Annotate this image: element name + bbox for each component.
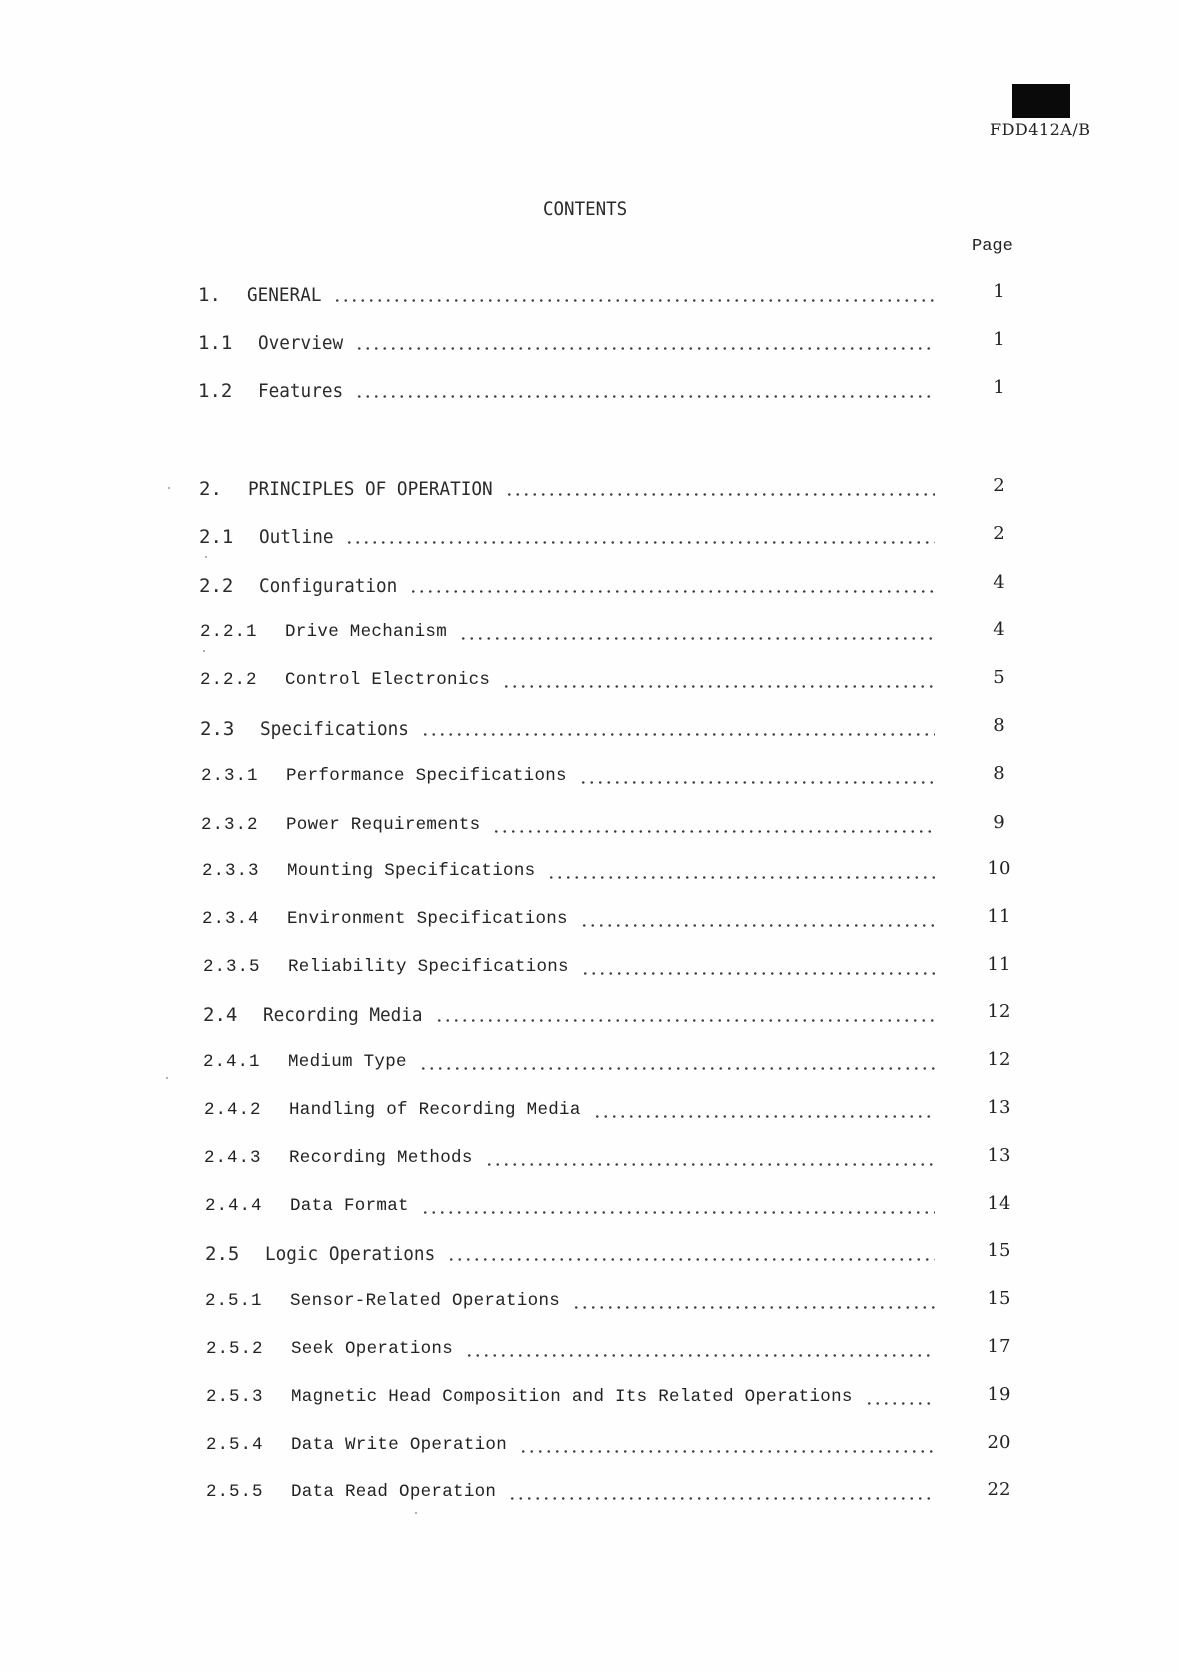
toc-entry [0,329,1179,362]
toc-entry [0,1288,1179,1321]
toc-entry-title: Specifications [260,718,409,740]
toc-entry [0,572,1179,605]
toc-entry-page: 5 [993,667,1005,688]
toc-entry [0,906,1179,939]
toc-entry [0,281,1179,314]
toc-entry-title: Outline [259,526,334,548]
toc-entry-page: 1 [993,377,1005,398]
toc-entry-page: 15 [987,1240,1011,1261]
page-column-label: Page [972,237,1013,256]
toc-entry-title: Environment Specifications [287,909,568,929]
toc-entry-title: Power Requirements [286,815,481,835]
scan-speck [415,1512,417,1514]
toc-entry-page: 17 [987,1336,1011,1357]
toc-dot-leader [572,1306,935,1309]
toc-entry [0,1479,1179,1512]
toc-entry [0,1097,1179,1130]
toc-entry [0,1240,1179,1273]
toc-entry-page: 12 [987,1001,1011,1022]
toc-entry-number: 2.4.1 [203,1052,261,1072]
toc-entry-title: Drive Mechanism [285,622,448,642]
toc-entry-page: 15 [987,1288,1011,1309]
toc-entry-number: 2.4 [203,1004,238,1026]
toc-entry-page: 22 [987,1479,1011,1500]
toc-entry-page: 19 [987,1384,1011,1405]
toc-entry-page: 4 [993,619,1005,640]
toc-entry-page: 11 [987,954,1011,975]
scan-speck [205,556,207,558]
toc-entry-number: 1.1 [198,332,233,354]
toc-dot-leader [485,1163,935,1166]
toc-entry-title: Logic Operations [265,1243,436,1265]
toc-entry-number: 2.2.2 [200,670,258,690]
toc-dot-leader [421,733,935,736]
toc-entry-title: Recording Media [263,1004,423,1026]
toc-entry-title: Recording Methods [289,1148,473,1168]
toc-entry [0,812,1179,845]
toc-entry-number: 2.4.2 [204,1100,262,1120]
toc-entry-title: Data Format [290,1196,409,1216]
toc-entry-number: 2.2.1 [200,622,258,642]
toc-dot-leader [355,395,935,398]
toc-dot-leader [593,1115,935,1118]
toc-entry-page: 4 [993,572,1005,593]
toc-dot-leader [435,1019,935,1022]
toc-entry-number: 2.5.2 [206,1339,264,1359]
toc-entry-page: 1 [993,281,1005,302]
scan-speck [166,1077,168,1079]
toc-entry-page: 14 [987,1193,1011,1214]
toc-dot-leader [333,299,935,302]
toc-entry [0,1145,1179,1178]
toc-entry [0,954,1179,987]
toc-dot-leader [447,1258,935,1261]
toc-entry-title: Handling of Recording Media [289,1100,581,1120]
toc-dot-leader [547,876,935,879]
toc-entry-title: Performance Specifications [286,766,567,786]
toc-dot-leader [419,1067,935,1070]
toc-entry [0,619,1179,652]
toc-entry-page: 9 [993,812,1005,833]
toc-entry-number: 2.3.1 [201,766,259,786]
toc-entry-title: Sensor-Related Operations [290,1291,561,1311]
toc-entry-number: 2.1 [199,526,234,548]
toc-entry-number: 2.3 [200,718,235,740]
toc-entry-number: 2.5 [205,1243,240,1265]
toc-dot-leader [465,1354,935,1357]
toc-entry-number: 2. [199,478,222,500]
toc-entry [0,1336,1179,1369]
toc-entry-page: 10 [987,858,1011,879]
toc-entry-page: 20 [987,1432,1011,1453]
toc-entry-number: 2.5.3 [206,1387,264,1407]
toc-entry-page: 8 [993,715,1005,736]
toc-entry-title: Data Write Operation [291,1435,508,1455]
toc-entry-number: 2.3.2 [201,815,259,835]
toc-entry [0,1432,1179,1465]
toc-entry-page: 11 [987,906,1011,927]
toc-dot-leader [421,1211,935,1214]
toc-entry-page: 1 [993,329,1005,350]
toc-dot-leader [409,590,935,593]
toc-entry-number: 2.3.4 [202,909,260,929]
toc-entry-title: Magnetic Head Composition and Its Related Operations [291,1387,853,1407]
toc-entry [0,1193,1179,1226]
toc-dot-leader [355,347,935,350]
toc-entry [0,763,1179,796]
toc-entry-page: 13 [987,1145,1011,1166]
toc-entry [0,1049,1179,1082]
toc-entry-title: PRINCIPLES OF OPERATION [248,478,493,500]
toc-entry [0,377,1179,410]
toc-entry-number: 2.5.5 [206,1482,264,1502]
toc-entry-number: 1. [198,284,221,306]
document-code: FDD412A/B [990,120,1091,139]
toc-entry [0,1384,1179,1417]
toc-entry-page: 12 [987,1049,1011,1070]
toc-entry-title: Mounting Specifications [287,861,536,881]
toc-entry-page: 2 [993,523,1005,544]
toc-entry-title: Overview [258,332,344,354]
redaction-block [1012,84,1070,118]
toc-entry-title: Data Read Operation [291,1482,497,1502]
toc-dot-leader [580,924,935,927]
toc-entry [0,1001,1179,1034]
toc-dot-leader [502,685,935,688]
toc-dot-leader [505,493,935,496]
toc-entry-number: 2.4.3 [204,1148,262,1168]
scan-speck [203,650,205,652]
toc-entry-number: 2.2 [199,575,234,597]
toc-entry-number: 1.2 [198,380,233,402]
toc-dot-leader [459,637,935,640]
toc-entry-number: 2.5.1 [205,1291,263,1311]
toc-dot-leader [345,541,935,544]
toc-entry-title: Control Electronics [285,670,491,690]
toc-entry-title: Seek Operations [291,1339,454,1359]
toc-dot-leader [579,781,935,784]
toc-entry-number: 2.5.4 [206,1435,264,1455]
toc-dot-leader [492,830,935,833]
toc-entry-title: Medium Type [288,1052,407,1072]
toc-entry-number: 2.4.4 [205,1196,263,1216]
toc-entry-page: 2 [993,475,1005,496]
toc-entry-page: 13 [987,1097,1011,1118]
toc-entry [0,523,1179,556]
scan-speck [168,487,170,489]
toc-entry [0,715,1179,748]
toc-dot-leader [581,972,935,975]
toc-entry [0,858,1179,891]
toc-dot-leader [519,1450,935,1453]
toc-entry-title: Features [258,380,344,402]
toc-entry-title: GENERAL [247,284,322,306]
toc-dot-leader [865,1402,935,1405]
contents-heading: CONTENTS [543,198,628,220]
toc-entry-number: 2.3.3 [202,861,260,881]
toc-entry-title: Reliability Specifications [288,957,569,977]
toc-entry-page: 8 [993,763,1005,784]
toc-entry [0,475,1179,508]
toc-entry [0,667,1179,700]
toc-entry-number: 2.3.5 [203,957,261,977]
toc-dot-leader [508,1497,935,1500]
toc-entry-title: Configuration [259,575,398,597]
